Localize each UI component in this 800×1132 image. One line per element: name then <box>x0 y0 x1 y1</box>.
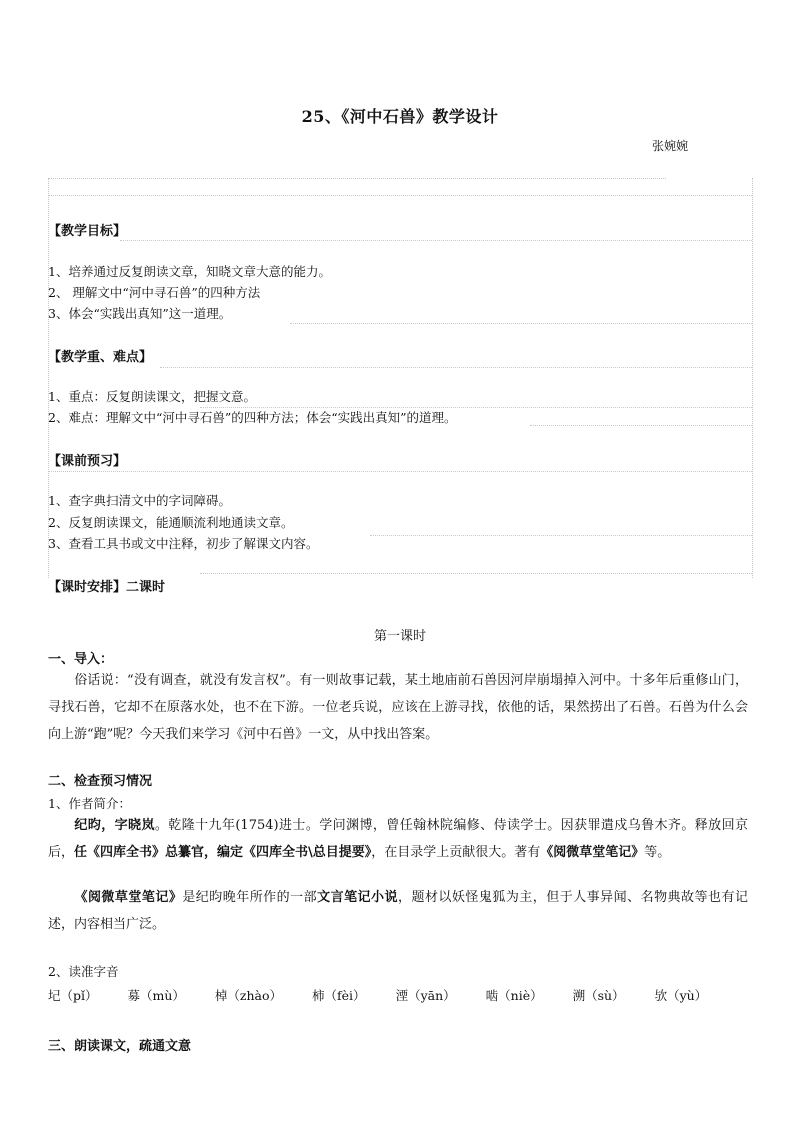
goal-item: 1、培养通过反复朗读文章，知晓文章大意的能力。 <box>48 264 331 279</box>
goals-heading: 【教学目标】 <box>48 224 127 239</box>
author-text: ，在目录学上贡献很大。著有 <box>371 845 541 860</box>
goal-item: 2、 理解文中“河中寻石兽”的四种方法 <box>48 285 261 300</box>
book-title-bold: 《阅微草堂笔记》 <box>540 845 645 860</box>
preview-item: 2、反复朗读课文，能通顺流利地通读文章。 <box>48 515 294 530</box>
dotted-guide <box>530 425 752 426</box>
keypoint-item: 2、难点：理解文中“河中寻石兽”的四种方法；体会“实践出真知”的道理。 <box>48 410 457 425</box>
preview-item: 1、查字典扫清文中的字词障碍。 <box>48 493 231 508</box>
dotted-guide <box>290 323 752 324</box>
pronunciation-item: 募（mù） <box>127 988 185 1003</box>
pronunciation-item: 柿（fèi） <box>312 988 366 1003</box>
book-text: ，题材以妖怪鬼狐为主，但于人事异闻、名物典故等也有记述，内容相当广泛。 <box>48 890 748 932</box>
pronunciation-item: 啮（niè） <box>485 988 543 1003</box>
schedule-line <box>48 576 165 595</box>
dotted-guide <box>48 195 752 196</box>
intro-heading: 一、导入： <box>48 652 114 667</box>
read-heading: 三、朗读课文，疏通文意 <box>48 1039 192 1054</box>
pronunciation-item: 棹（zhào） <box>214 988 283 1003</box>
author-name: 张婉婉 <box>652 139 689 153</box>
dotted-guide <box>48 471 752 472</box>
intro-paragraph <box>48 667 748 748</box>
dotted-guide <box>200 573 752 574</box>
pronunciation-item: 欤（yù） <box>654 988 708 1003</box>
keypoints-heading: 【教学重、难点】 <box>48 350 153 365</box>
pronunciation-item: 湮（yān） <box>395 988 456 1003</box>
author-intro-label: 1、作者简介： <box>48 796 131 811</box>
goal-item: 3、体会“实践出真知”这一道理。 <box>48 306 232 321</box>
dotted-guide <box>370 535 752 536</box>
author-bold-text: 任《四库全书》总纂官，编定《四库全书\总目提要》 <box>74 845 372 860</box>
genre-bold: 文言笔记小说 <box>317 890 398 905</box>
author-name-bold: 纪昀，字晓岚 <box>74 818 155 833</box>
pronunciation-item: 溯（sù） <box>572 988 625 1003</box>
dotted-guide <box>160 367 752 368</box>
lesson-title: 第一课时 <box>373 629 426 644</box>
pronunciation-item: 圮（pǐ） <box>48 988 98 1003</box>
book-text: 是纪昀晚年所作的一部 <box>182 890 318 905</box>
keypoint-item: 1、重点：反复朗读课文，把握文意。 <box>48 389 256 404</box>
check-heading: 二、检查预习情况 <box>48 774 153 789</box>
document-title: 25、《河中石兽》教学设计 <box>301 107 499 126</box>
schedule-heading: 【课时安排】 <box>48 580 127 595</box>
author-text: 。乾隆十九年(1754)进士。学问渊博，曾任翰林院编修、侍读学士。因获罪遣戍乌鲁木齐。释放回京后， <box>48 818 748 860</box>
preview-item: 3、查看工具书或文中注释，初步了解课文内容。 <box>48 536 319 551</box>
pronunciation-row <box>48 986 737 1004</box>
author-paragraph-2 <box>48 884 748 938</box>
dotted-guide <box>48 178 666 179</box>
dotted-guide <box>752 178 753 578</box>
dotted-guide <box>120 240 752 241</box>
pronunciation-label: 2、读准字音 <box>48 964 119 979</box>
author-paragraph-1 <box>48 812 748 866</box>
intro-text: 俗话说：“没有调查，就没有发言权”。有一则故事记载，某土地庙前石兽因河岸崩塌掉入河中。十多年后重修山门，寻找石兽，它却不在原落水处，也不在下游。一位老兵说，应该在上游寻找，依他的话，果然捞出了石兽。石兽为什么会向上游“跑”呢？今天我们来学习《河中石兽》一文，从中找出答案。 <box>48 673 748 742</box>
book-title-bold: 《阅微草堂笔记》 <box>74 890 183 905</box>
preview-heading: 【课前预习】 <box>48 454 127 469</box>
author-text: 等。 <box>644 845 671 860</box>
schedule-value: 二课时 <box>126 580 166 595</box>
